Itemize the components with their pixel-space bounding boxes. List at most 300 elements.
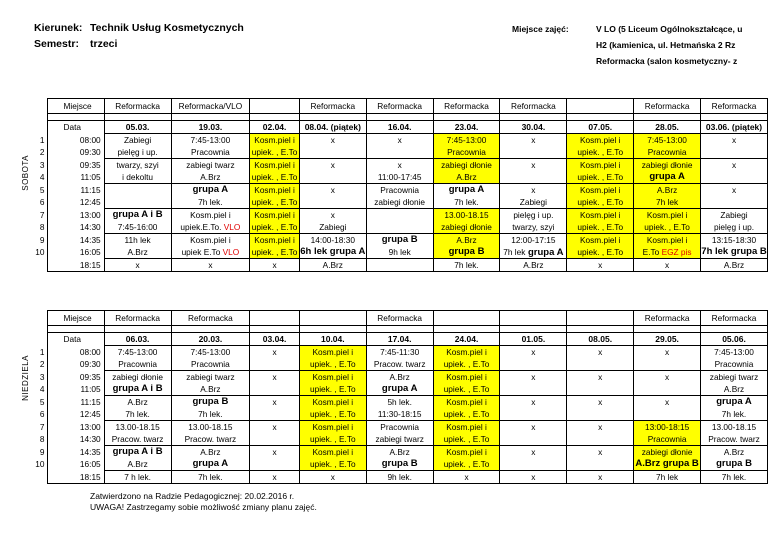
lesson-number: 8	[33, 433, 47, 446]
schedule-cell: Kosm.piel i	[250, 134, 300, 147]
lesson-number: 6	[33, 408, 47, 421]
schedule-cell: x	[634, 346, 701, 359]
lesson-number: 6	[33, 196, 47, 209]
schedule-cell: Pracow. twarz	[366, 358, 433, 371]
kierunek-label: Kierunek:	[34, 22, 83, 34]
lesson-number: 7	[33, 209, 47, 222]
schedule-cell	[634, 358, 701, 371]
schedule-cell: 7h lek.	[171, 196, 250, 209]
schedule-cell: Zabiegi	[701, 209, 768, 222]
place-header: Reformacka/VLO	[171, 99, 250, 114]
schedule-cell: upiek.E.To. VLO	[171, 221, 250, 234]
schedule-cell: x	[567, 346, 634, 359]
schedule-cell: pielęg i up.	[701, 221, 768, 234]
schedule-cell: x	[567, 421, 634, 434]
schedule-cell: Kosm.piel i	[567, 159, 634, 172]
schedule-cell: Pracownia	[701, 358, 768, 371]
schedule-cell: upiek. , E.To	[251, 197, 298, 207]
schedule-cell: Kosm.piel i	[433, 396, 500, 409]
date-header: 10.04.	[299, 333, 366, 346]
schedule-cell: Pracownia	[104, 358, 171, 371]
schedule-cell: 6h lek grupa A	[300, 246, 366, 257]
schedule-cell	[701, 146, 768, 159]
place-header	[433, 311, 500, 326]
schedule-cell: A.Brz	[701, 383, 768, 396]
schedule-cell: upiek. , E.To	[433, 358, 500, 371]
schedule-cell	[299, 171, 366, 184]
schedule-cell: 7:45-16:00	[104, 221, 171, 234]
vlo-marker: VLO	[220, 247, 240, 257]
schedule-cell: x	[250, 346, 300, 359]
schedule-cell: upiek. , E.To	[433, 433, 500, 446]
schedule-cell: x	[299, 184, 366, 197]
schedule-cell	[299, 196, 366, 209]
schedule-cell: A.Brz grupa B	[635, 458, 699, 469]
lesson-time: 08:00	[47, 134, 104, 147]
schedule-cell: upiek. , E.To	[299, 383, 366, 396]
lesson-number: 2	[33, 146, 47, 159]
schedule-cell	[299, 146, 366, 159]
place-header: Reformacka	[701, 311, 768, 326]
lesson-number: 4	[33, 383, 47, 396]
schedule-cell: x	[250, 471, 300, 484]
schedule-cell: x	[500, 159, 567, 172]
lesson-time: 13:00	[47, 209, 104, 222]
schedule-cell: A.Brz	[104, 396, 171, 409]
lesson-number: 8	[33, 221, 47, 234]
schedule-cell: zabiegi dłonie	[433, 221, 500, 234]
group-label: grupa A	[327, 246, 366, 257]
schedule-cell	[250, 458, 300, 471]
date-header: 30.04.	[500, 121, 567, 134]
schedule-cell: pielęg i up.	[104, 146, 171, 159]
schedule-cell: Pracownia	[366, 184, 433, 197]
schedule-cell: Kosm.piel i	[433, 346, 500, 359]
schedule-cell: upiek. , E.To	[567, 146, 634, 159]
schedule-cell: Pracownia	[433, 146, 500, 159]
lesson-time: 11:15	[47, 396, 104, 409]
schedule-cell: grupa A	[634, 171, 701, 184]
schedule-cell: A.Brz	[104, 458, 171, 471]
schedule-cell: x	[500, 446, 567, 459]
date-header: 07.05.	[567, 121, 634, 134]
lesson-number: 2	[33, 358, 47, 371]
schedule-cell: zabiegi twarz	[701, 371, 768, 384]
miejsce-zajec-label: Miejsce zajęć:	[512, 24, 569, 34]
schedule-cell: grupa B	[366, 458, 433, 471]
lesson-time: 14:35	[47, 446, 104, 459]
schedule-cell: Kosm.piel i	[567, 209, 634, 222]
schedule-cell: x	[104, 259, 171, 272]
schedule-cell: upiek. , E.To	[634, 221, 701, 234]
schedule-cell	[567, 383, 634, 396]
schedule-cell: A.Brz	[104, 246, 171, 259]
schedule-cell: grupa A i B	[104, 209, 171, 222]
schedule-cell: A.Brz	[433, 171, 500, 184]
schedule-cell: Pracownia	[171, 146, 250, 159]
schedule-cell: twarzy, szyi	[104, 159, 171, 172]
schedule-cell: Kosm.piel i	[634, 234, 701, 247]
schedule-cell: Kosm.piel i	[299, 371, 366, 384]
schedule-cell: x	[500, 184, 567, 197]
schedule-cell: x	[299, 471, 366, 484]
schedule-cell: x	[250, 396, 300, 409]
schedule-cell: 9h lek.	[366, 471, 433, 484]
date-header: 23.04.	[433, 121, 500, 134]
schedule-cell: Pracownia	[171, 358, 250, 371]
schedule-cell: x	[634, 259, 701, 272]
schedule-cell	[366, 221, 433, 234]
schedule-cell: grupa B	[433, 246, 500, 259]
schedule-cell: grupa A i B	[104, 383, 171, 396]
date-header: 08.05.	[567, 333, 634, 346]
schedule-cell	[500, 146, 567, 159]
schedule-cell: 7:45-13:00	[104, 346, 171, 359]
schedule-cell: 13.00-18.15	[701, 421, 768, 434]
schedule-cell: 7h lek.	[104, 408, 171, 421]
schedule-cell: grupa A i B	[104, 446, 171, 459]
place-header	[567, 99, 634, 114]
schedule-cell	[366, 146, 433, 159]
schedule-cell: zabiegi dłonie	[366, 196, 433, 209]
schedule-cell: upiek. , E.To	[251, 172, 298, 182]
schedule-cell: Kosm.piel i	[299, 346, 366, 359]
saturday-schedule-table	[33, 98, 768, 272]
schedule-cell: grupa A	[701, 396, 768, 409]
schedule-cell: upiek. , E.To	[433, 383, 500, 396]
schedule-cell: zabiegi twarz	[171, 371, 250, 384]
schedule-cell: Kosm.piel i	[171, 234, 250, 247]
exam-marker: EGZ pis	[659, 247, 692, 257]
schedule-cell: A.Brz	[433, 234, 500, 247]
schedule-cell	[500, 408, 567, 421]
lesson-time: 14:30	[47, 433, 104, 446]
schedule-cell: Zabiegi	[299, 221, 366, 234]
place-1: V LO (5 Liceum Ogólnokształcące, u	[596, 24, 743, 34]
schedule-cell: 9h lek	[366, 246, 433, 259]
schedule-cell: x	[567, 446, 634, 459]
schedule-cell: 13.00-18.15	[433, 209, 500, 222]
schedule-cell: Kosm.piel i	[171, 209, 250, 222]
schedule-cell: Kosm.piel i	[250, 209, 300, 222]
schedule-cell: grupa A	[171, 184, 250, 197]
schedule-cell: x	[366, 159, 433, 172]
place-2: H2 (kamienica, ul. Hetmańska 2 Rz	[596, 40, 736, 50]
lesson-number: 9	[33, 446, 47, 459]
schedule-cell: 11:30-18:15	[366, 408, 433, 421]
schedule-cell: x	[701, 134, 768, 147]
schedule-cell: A.Brz	[171, 171, 250, 184]
schedule-cell: grupa B	[366, 234, 433, 247]
date-header: 17.04.	[366, 333, 433, 346]
date-header: 16.04.	[366, 121, 433, 134]
lesson-number: 10	[33, 246, 47, 259]
schedule-cell: 7:45-11:30	[366, 346, 433, 359]
data-header: Data	[47, 121, 104, 134]
schedule-cell	[250, 433, 300, 446]
schedule-cell: i dekoltu	[104, 171, 171, 184]
schedule-cell: x	[500, 371, 567, 384]
lesson-time: 12:45	[47, 196, 104, 209]
schedule-cell: zabiegi dłonie	[634, 446, 701, 459]
schedule-cell: x	[567, 371, 634, 384]
schedule-cell: 11:00-17:45	[366, 171, 433, 184]
place-header	[250, 311, 300, 326]
place-header: Reformacka	[701, 99, 768, 114]
schedule-cell: x	[250, 446, 300, 459]
schedule-cell: zabiegi twarz	[366, 433, 433, 446]
schedule-cell	[634, 408, 701, 421]
schedule-cell: 13:00-18:15	[634, 421, 701, 434]
lesson-number: 9	[33, 234, 47, 247]
lesson-time: 16:05	[47, 458, 104, 471]
schedule-cell: 7h lek.	[701, 471, 768, 484]
schedule-cell: x	[500, 134, 567, 147]
place-header: Reformacka	[171, 311, 250, 326]
schedule-cell: Kosm.piel i	[567, 184, 634, 197]
schedule-cell: zabiegi dłonie	[433, 159, 500, 172]
schedule-cell	[500, 171, 567, 184]
schedule-cell: 5h lek.	[366, 396, 433, 409]
schedule-cell: upiek. , E.To	[567, 221, 634, 234]
date-header: 24.04.	[433, 333, 500, 346]
schedule-cell: Kosm.piel i	[433, 371, 500, 384]
place-3: Reformacka (salon kosmetyczny- z	[596, 56, 738, 66]
lesson-time: 18:15	[47, 259, 104, 272]
place-header: Reformacka	[433, 99, 500, 114]
date-header: 01.05.	[500, 333, 567, 346]
miejsce-header: Miejsce	[47, 311, 104, 326]
lesson-time: 09:35	[47, 159, 104, 172]
schedule-cell: A.Brz	[366, 371, 433, 384]
schedule-cell: Kosm.piel i	[250, 159, 300, 172]
schedule-cell: Kosm.piel i	[567, 234, 634, 247]
schedule-cell: Pracow. twarz	[701, 433, 768, 446]
schedule-cell: upiek. , E.To	[251, 247, 298, 257]
lesson-time: 18:15	[47, 471, 104, 484]
schedule-cell: Pracownia	[634, 433, 701, 446]
schedule-cell: x	[567, 259, 634, 272]
schedule-cell: 13:15-18:30	[701, 234, 768, 247]
schedule-cell	[567, 458, 634, 471]
schedule-cell: A.Brz	[171, 383, 250, 396]
schedule-cell: Pracow. twarz	[171, 433, 250, 446]
schedule-cell: zabiegi twarz	[171, 159, 250, 172]
schedule-cell	[634, 383, 701, 396]
place-header: Reformacka	[500, 99, 567, 114]
schedule-cell: x	[634, 371, 701, 384]
date-header: 03.06. (piątek)	[701, 121, 768, 134]
date-header: 03.04.	[250, 333, 300, 346]
schedule-cell: x	[250, 259, 300, 272]
lesson-time: 13:00	[47, 421, 104, 434]
schedule-cell: 7h lek grupa B	[701, 246, 767, 257]
semestr-label: Semestr:	[34, 38, 79, 50]
schedule-cell: A.Brz	[500, 259, 567, 272]
schedule-cell	[500, 433, 567, 446]
date-header: 02.04.	[250, 121, 300, 134]
semestr-value: trzeci	[90, 38, 118, 50]
group-label: grupa A	[525, 246, 564, 258]
lesson-time: 16:05	[47, 246, 104, 259]
schedule-cell: x	[701, 159, 768, 172]
schedule-cell: Kosm.piel i	[299, 396, 366, 409]
schedule-cell: 12:00-17:15	[500, 234, 567, 247]
schedule-cell: x	[171, 259, 250, 272]
date-header: 28.05.	[634, 121, 701, 134]
schedule-cell: x	[299, 134, 366, 147]
schedule-cell: pielęg i up.	[500, 209, 567, 222]
schedule-cell: Pracow. twarz	[104, 433, 171, 446]
schedule-cell: A.Brz	[634, 184, 701, 197]
schedule-cell: x	[366, 134, 433, 147]
schedule-cell: 7h lek.	[171, 408, 250, 421]
schedule-cell: 7:45-13:00	[171, 134, 250, 147]
schedule-cell	[104, 196, 171, 209]
place-header: Reformacka	[104, 311, 171, 326]
place-header: Reformacka	[366, 311, 433, 326]
schedule-cell: x	[250, 421, 300, 434]
schedule-cell: Kosm.piel i	[433, 446, 500, 459]
place-header: Reformacka	[634, 99, 701, 114]
lesson-number	[33, 259, 47, 272]
lesson-number: 4	[33, 171, 47, 184]
lesson-number: 5	[33, 396, 47, 409]
date-header: 29.05.	[634, 333, 701, 346]
data-header: Data	[47, 333, 104, 346]
schedule-cell	[104, 184, 171, 197]
schedule-cell: Kosm.piel i	[634, 209, 701, 222]
schedule-cell	[567, 408, 634, 421]
schedule-cell: x	[299, 159, 366, 172]
place-header: Reformacka	[104, 99, 171, 114]
schedule-cell: grupa A	[433, 184, 500, 197]
lesson-number: 3	[33, 371, 47, 384]
schedule-cell: upiek. , E.To	[251, 222, 298, 232]
schedule-cell: A.Brz	[171, 446, 250, 459]
place-header	[500, 311, 567, 326]
date-header: 05.03.	[104, 121, 171, 134]
schedule-cell: Kosm.piel i	[299, 446, 366, 459]
saturday-side-label: SOBOTA	[21, 155, 30, 191]
schedule-cell: A.Brz	[366, 446, 433, 459]
lesson-time: 09:30	[47, 146, 104, 159]
schedule-cell: Zabiegi	[500, 196, 567, 209]
lesson-number	[33, 471, 47, 484]
date-header: 19.03.	[171, 121, 250, 134]
schedule-cell: 7:45-13:00	[171, 346, 250, 359]
lesson-time: 11:05	[47, 171, 104, 184]
schedule-cell: upiek. , E.To	[299, 358, 366, 371]
lesson-time: 11:05	[47, 383, 104, 396]
schedule-cell: Kosm.piel i	[250, 184, 300, 197]
place-header	[567, 311, 634, 326]
schedule-cell: upiek. , E.To	[567, 246, 634, 259]
place-header: Reformacka	[299, 99, 366, 114]
place-header	[299, 311, 366, 326]
schedule-cell: upiek E.To VLO	[171, 246, 250, 259]
schedule-cell: upiek. , E.To	[299, 458, 366, 471]
lesson-number: 10	[33, 458, 47, 471]
schedule-cell: 13.00-18.15	[104, 421, 171, 434]
schedule-cell	[250, 383, 300, 396]
schedule-cell: 7 h lek.	[104, 471, 171, 484]
schedule-cell: 7h lek.	[433, 196, 500, 209]
schedule-cell: A.Brz	[701, 259, 768, 272]
vlo-marker: VLO	[221, 222, 241, 232]
schedule-cell: Kosm.piel i	[433, 421, 500, 434]
lesson-time: 09:30	[47, 358, 104, 371]
schedule-cell: upiek. , E.To	[567, 171, 634, 184]
schedule-cell: 7:45-13:00	[701, 346, 768, 359]
place-header: Reformacka	[366, 99, 433, 114]
lesson-time: 11:15	[47, 184, 104, 197]
schedule-cell	[567, 358, 634, 371]
schedule-cell: x	[567, 471, 634, 484]
schedule-cell: x	[567, 396, 634, 409]
place-header	[250, 99, 300, 114]
schedule-cell: Zabiegi	[104, 134, 171, 147]
schedule-cell: 11h lek	[104, 234, 171, 247]
schedule-cell: E.To EGZ pis	[634, 246, 701, 259]
schedule-cell: 7h lek	[634, 196, 701, 209]
schedule-cell: 14:00-18:30	[299, 234, 366, 247]
schedule-cell: x	[250, 371, 300, 384]
date-header: 20.03.	[171, 333, 250, 346]
schedule-cell: upiek. , E.To	[299, 408, 366, 421]
lesson-number: 7	[33, 421, 47, 434]
kierunek-value: Technik Usług Kosmetycznych	[90, 22, 244, 34]
schedule-cell: upiek. , E.To	[433, 458, 500, 471]
schedule-cell	[366, 259, 433, 272]
schedule-cell: x	[701, 184, 768, 197]
schedule-cell: A.Brz	[299, 259, 366, 272]
date-header: 05.06.	[701, 333, 768, 346]
schedule-cell: 7:45-13:00	[433, 134, 500, 147]
lesson-number: 5	[33, 184, 47, 197]
miejsce-header: Miejsce	[47, 99, 104, 114]
approval-note: Zatwierdzono na Radzie Pedagogicznej: 20.02.2016 r.	[90, 491, 295, 501]
schedule-cell: grupa A	[366, 383, 433, 396]
schedule-cell: upiek. , E.To	[433, 408, 500, 421]
schedule-cell: A.Brz	[701, 446, 768, 459]
schedule-cell	[500, 458, 567, 471]
warning-note: UWAGA! Zastrzegamy sobie możliwość zmiany planu zajęć.	[90, 502, 317, 512]
schedule-cell: 7h lek.	[701, 408, 768, 421]
schedule-cell: grupa B	[701, 458, 768, 471]
schedule-cell: Kosm.piel i	[567, 134, 634, 147]
place-header: Reformacka	[634, 311, 701, 326]
schedule-cell: x	[500, 396, 567, 409]
lesson-time: 12:45	[47, 408, 104, 421]
schedule-cell: 7h lek.	[171, 471, 250, 484]
schedule-cell: Kosm.piel i	[299, 421, 366, 434]
schedule-cell: x	[500, 346, 567, 359]
lesson-time: 08:00	[47, 346, 104, 359]
schedule-cell: x	[500, 421, 567, 434]
date-header: 08.04. (piątek)	[299, 121, 366, 134]
lesson-number: 1	[33, 134, 47, 147]
schedule-cell	[567, 433, 634, 446]
schedule-cell: upiek. , E.To	[567, 196, 634, 209]
schedule-cell: x	[634, 396, 701, 409]
schedule-cell: grupa A	[171, 458, 250, 471]
schedule-cell: x	[433, 471, 500, 484]
schedule-cell: grupa B	[171, 396, 250, 409]
schedule-cell	[250, 358, 300, 371]
lesson-number: 3	[33, 159, 47, 172]
schedule-cell	[701, 196, 768, 209]
